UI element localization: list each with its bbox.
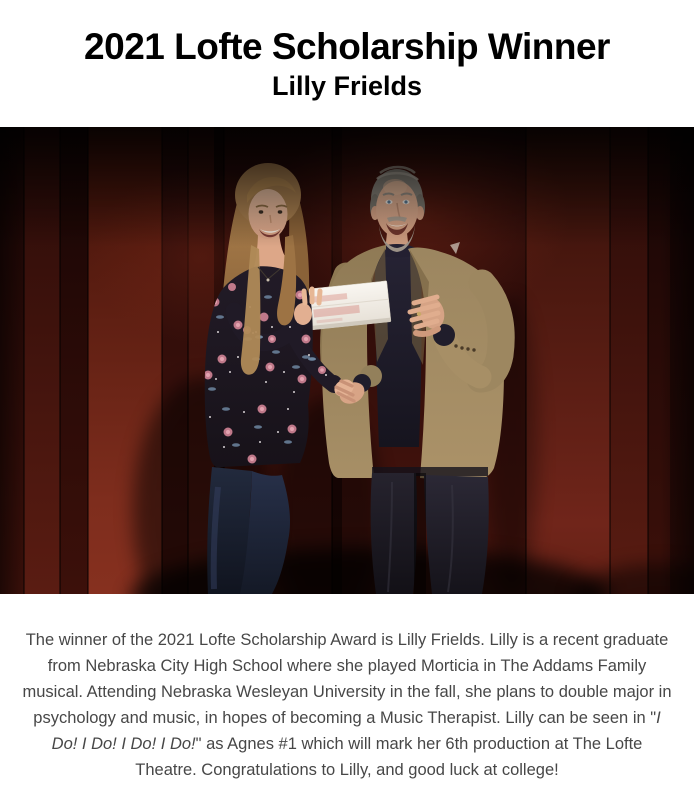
article-body (19, 627, 675, 783)
scholarship-photo-illustration (0, 127, 694, 594)
man-trouser-leg (371, 473, 417, 594)
scholarship-photo (0, 127, 694, 594)
man-trouser-leg (424, 475, 489, 594)
article-text-after-quote: " as Agnes #1 which will mark her 6th production at The Lofte Theatre. Congratulations to Lilly, and good luck at college! (135, 734, 643, 779)
man-ring (417, 312, 421, 316)
page-subtitle: Lilly Frields (271, 70, 423, 101)
article-text-before-quote: The winner of the 2021 Lofte Scholarship Award is Lilly Frields. Lilly is a recent graduate from Nebraska City High School where she played Morticia in The Addams Family musical. Attending Nebraska Wesleyan University in the fall, she plans to double major in psychology and music, in hopes of becoming a Music Therapist. Lilly can be seen in " (22, 630, 672, 727)
quoted-show-title: I Do! I Do! I Do! I Do! (51, 708, 661, 753)
page-title: 2021 Lofte Scholarship Winner (84, 26, 610, 67)
